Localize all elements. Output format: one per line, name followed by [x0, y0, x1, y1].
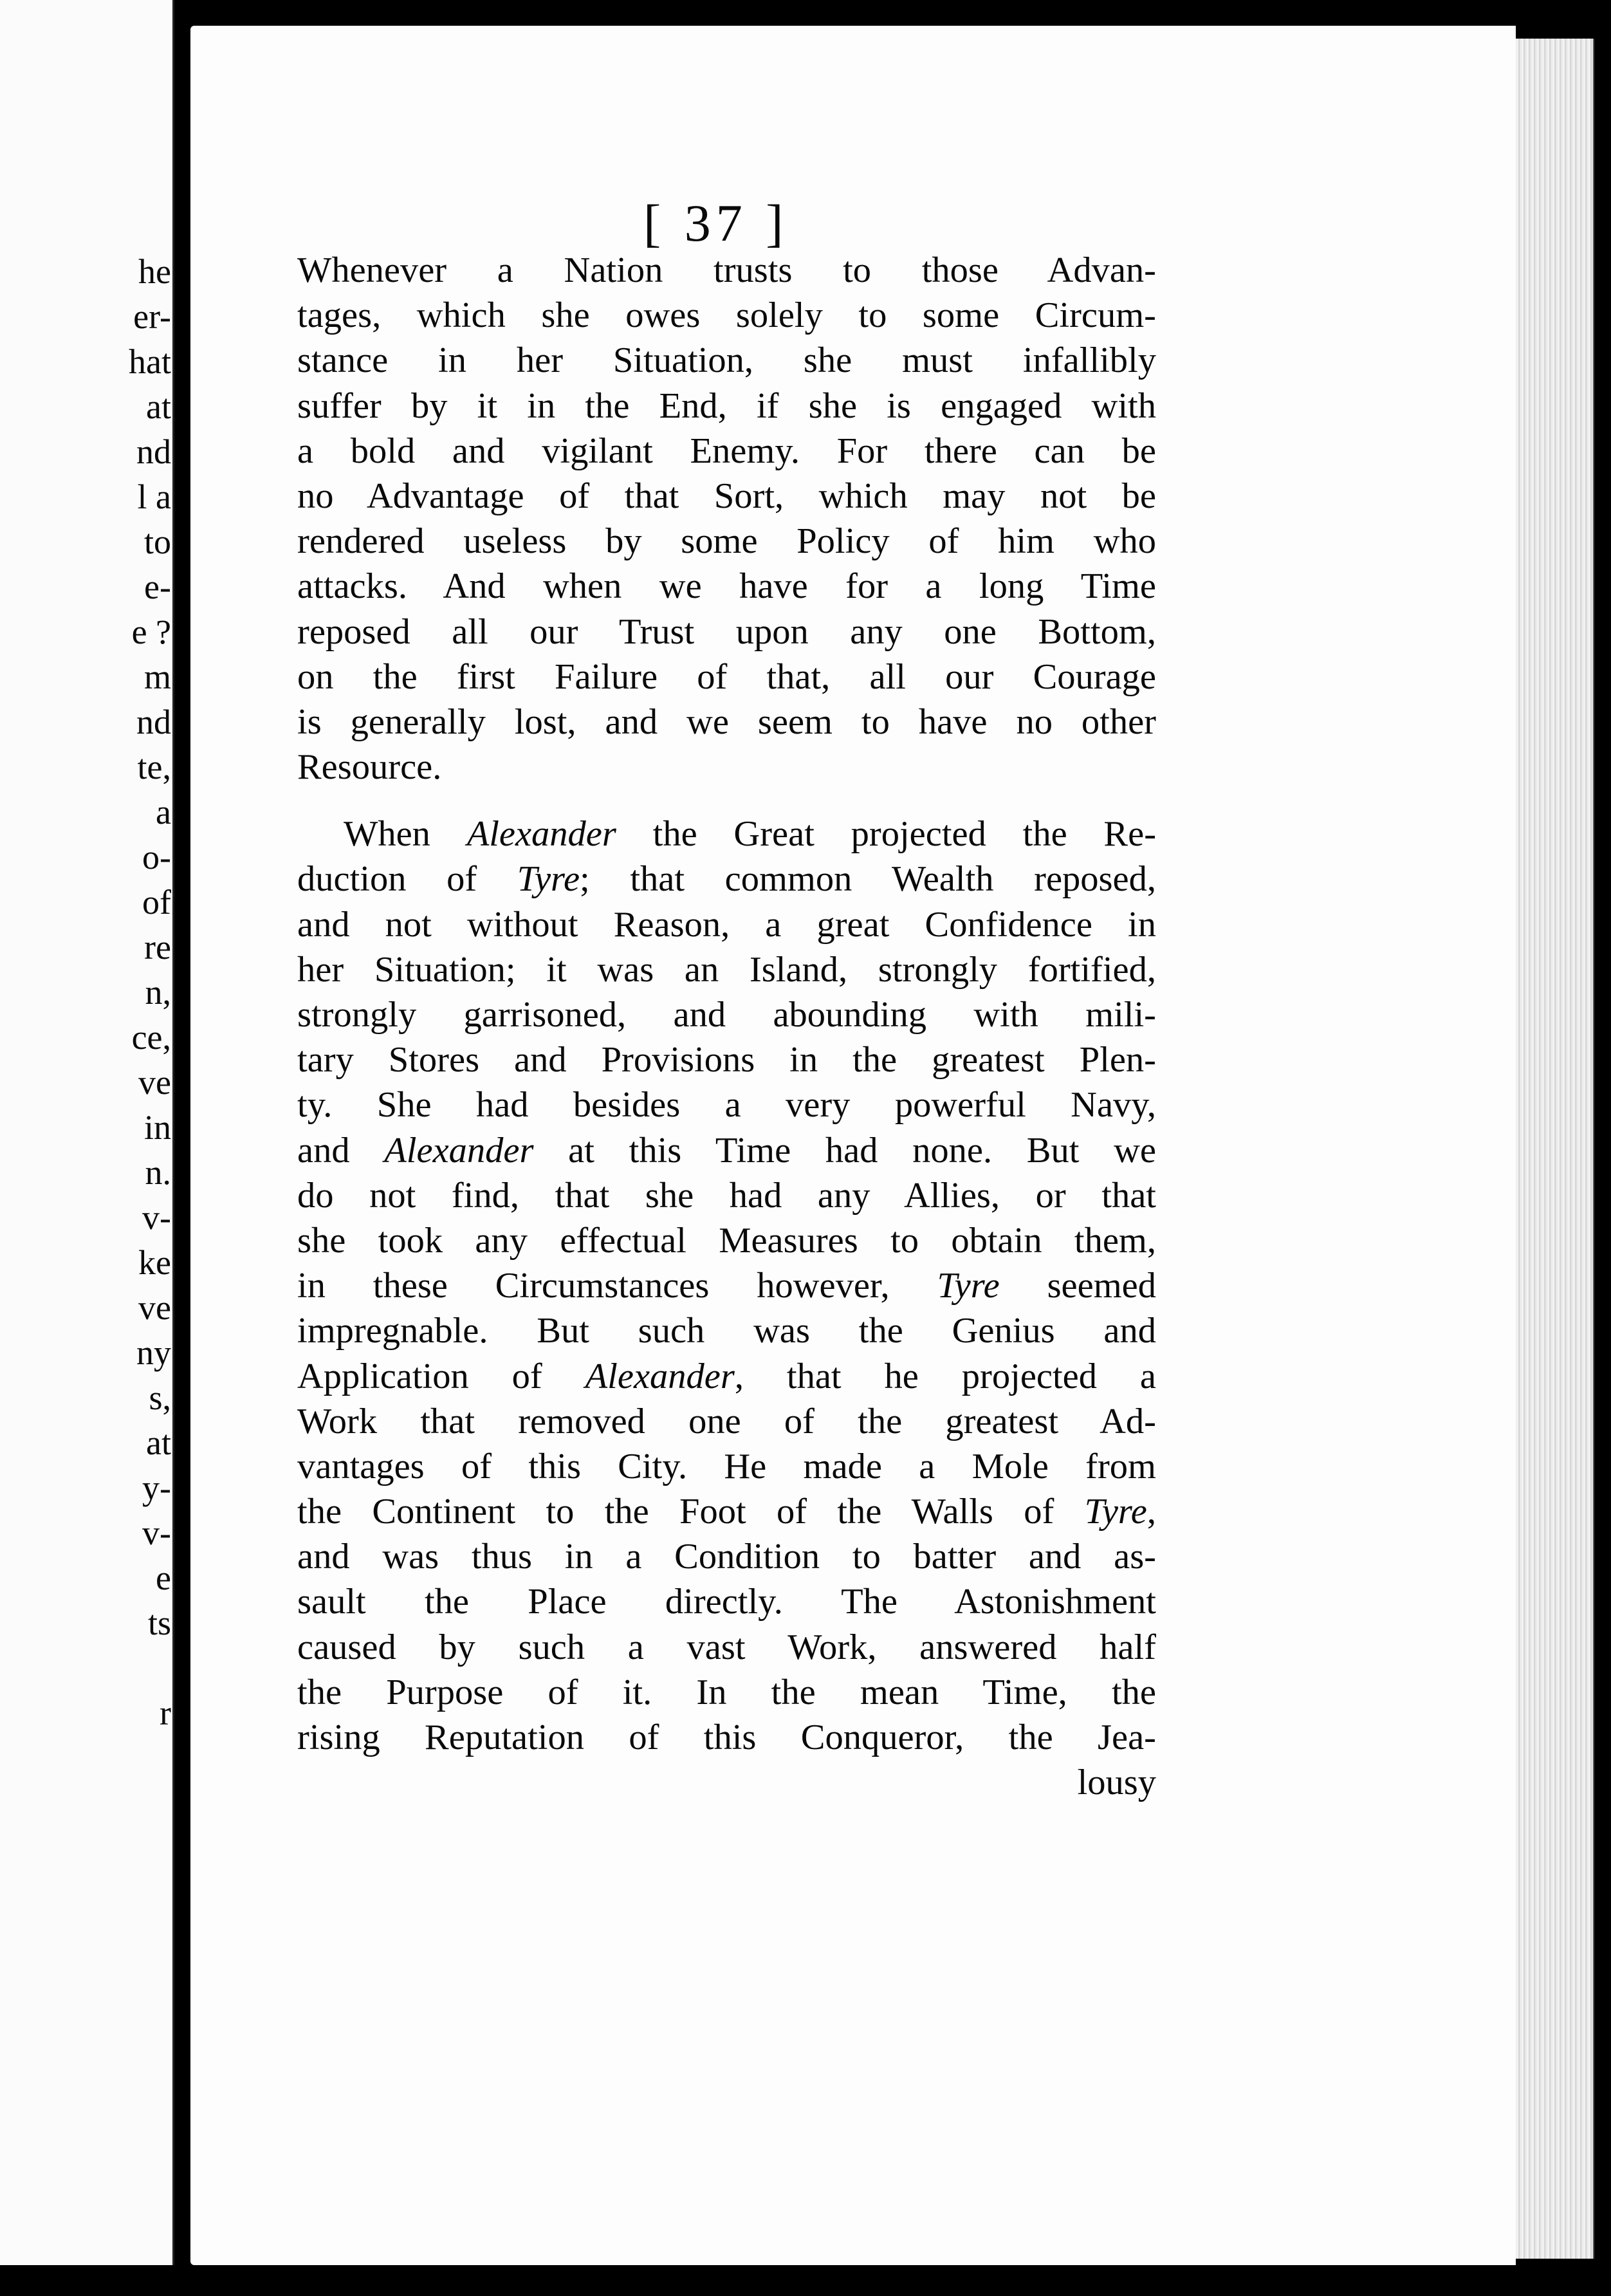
left-page-fragment: e ? — [131, 613, 171, 651]
text-run: , that he projected a — [734, 1356, 1157, 1396]
text-line: strongly garrisoned, and abounding with mili- — [297, 995, 1156, 1035]
text-line: tary Stores and Provisions in the greatest Plen- — [297, 1040, 1156, 1080]
italic-name: Alexander — [384, 1130, 534, 1171]
italic-name: Tyre — [1084, 1492, 1147, 1532]
text-run: the Continent to the Foot of the Walls of — [297, 1492, 1085, 1532]
left-page-fragment: re — [144, 928, 171, 967]
text-line: a bold and vigilant Enemy. For there can be — [297, 430, 1156, 471]
text-line: vantages of this City. He made a Mole from — [297, 1446, 1156, 1486]
text-line: Whenever a Nation trusts to those Advan- — [297, 250, 1156, 290]
text-line: she took any effectual Measures to obtain them, — [297, 1220, 1156, 1261]
text-line: do not find, that she had any Allies, or that — [297, 1175, 1156, 1216]
left-page-fragment: e — [156, 1559, 171, 1597]
text-line: the Purpose of it. In the mean Time, the — [297, 1672, 1156, 1712]
left-page-fragment: y- — [142, 1468, 171, 1507]
left-page-fragment: n. — [145, 1153, 171, 1192]
left-page-fragment: nd — [136, 703, 171, 741]
text-line: impregnable. But such was the Genius and — [297, 1311, 1156, 1351]
text-line: caused by such a vast Work, answered half — [297, 1627, 1156, 1667]
book-gutter — [174, 0, 190, 2296]
left-page-fragment: v- — [142, 1198, 171, 1237]
left-page-fragment: v- — [142, 1514, 171, 1552]
text-line: tages, which she owes solely to some Circum- — [297, 295, 1156, 336]
left-page-fragment: r — [160, 1694, 171, 1732]
text-line: rendered useless by some Policy of him who — [297, 521, 1156, 562]
text-run: , — [1146, 1492, 1156, 1532]
page-number: [ 37 ] — [643, 194, 789, 252]
text-line — [297, 1263, 1156, 1308]
italic-name: Alexander — [585, 1356, 735, 1396]
left-page-fragment: n, — [145, 973, 171, 1012]
left-page-fragment: l a — [137, 477, 171, 516]
italic-name: Tyre — [517, 859, 580, 900]
left-page-fragment: hat — [129, 342, 171, 381]
text-run: When — [344, 814, 467, 855]
text-line: and not without Reason, a great Confidence in — [297, 904, 1156, 945]
left-page-fragment: er- — [133, 297, 171, 336]
catchword: lousy — [1077, 1763, 1156, 1803]
italic-name: Alexander — [466, 814, 616, 855]
text-run: seemed — [999, 1266, 1156, 1306]
text-run: ; that common Wealth reposed, — [580, 859, 1156, 900]
text-run: in these Circumstances however, — [297, 1266, 937, 1306]
left-page-fragment: o- — [142, 838, 171, 876]
left-page-fragment: of — [142, 883, 171, 921]
text-line — [297, 1489, 1156, 1534]
text-line: no Advantage of that Sort, which may not be — [297, 476, 1156, 516]
text-line: and was thus in a Condition to batter and as- — [297, 1537, 1156, 1577]
text-line: her Situation; it was an Island, strongly fortified, — [297, 949, 1156, 990]
text-run: the Great projected the Re- — [616, 814, 1157, 855]
left-page-fragment: e- — [144, 568, 171, 606]
left-page-fragment: nd — [136, 432, 171, 471]
text-line: on the first Failure of that, all our Courage — [297, 656, 1156, 697]
text-line: Resource. — [297, 747, 442, 788]
text-line — [297, 1354, 1156, 1399]
text-line: stance in her Situation, she must infallibly — [297, 340, 1156, 381]
left-page-fragment: ve — [138, 1063, 171, 1102]
text-run: Application of — [297, 1356, 585, 1396]
text-line: attacks. And when we have for a long Time — [297, 566, 1156, 607]
left-page-fragment: ke — [138, 1243, 171, 1282]
text-line: ty. She had besides a very powerful Navy, — [297, 1085, 1156, 1125]
left-page-fragment: s, — [149, 1378, 171, 1417]
text-line: rising Reputation of this Conqueror, the Jea- — [297, 1717, 1156, 1757]
left-page-fragment: he — [138, 252, 171, 291]
italic-name: Tyre — [937, 1266, 1000, 1306]
text-run: at this Time had none. But we — [533, 1130, 1156, 1171]
left-page-fragment: ts — [147, 1604, 171, 1642]
left-facing-page — [0, 0, 174, 2265]
text-line: suffer by it in the End, if she is engaged with — [297, 385, 1156, 426]
text-run: and — [297, 1130, 385, 1171]
left-page-fragment: te, — [137, 748, 171, 786]
paragraph-gap — [297, 790, 1156, 811]
text-line — [297, 1128, 1156, 1173]
left-page-fragment: ve — [138, 1288, 171, 1327]
text-line: reposed all our Trust upon any one Bottom, — [297, 611, 1156, 652]
left-page-fragment: in — [143, 1108, 171, 1147]
text-line — [297, 811, 1156, 856]
body-text — [297, 248, 1156, 1805]
left-page-fragment: ny — [136, 1333, 171, 1372]
left-page-fragment: at — [146, 387, 171, 426]
left-page-fragment: m — [143, 658, 171, 696]
left-page-fragment: to — [143, 523, 171, 561]
left-page-fragment: a — [156, 793, 171, 831]
text-run: duction of — [297, 859, 517, 900]
left-page-fragment: ce, — [131, 1018, 171, 1057]
left-page-fragment: at — [146, 1423, 171, 1462]
text-line: sault the Place directly. The Astonishment — [297, 1582, 1156, 1622]
text-line: is generally lost, and we seem to have no other — [297, 701, 1156, 742]
page-edges — [1516, 39, 1594, 2259]
text-line: Work that removed one of the greatest Ad- — [297, 1401, 1156, 1441]
text-line — [297, 856, 1156, 902]
